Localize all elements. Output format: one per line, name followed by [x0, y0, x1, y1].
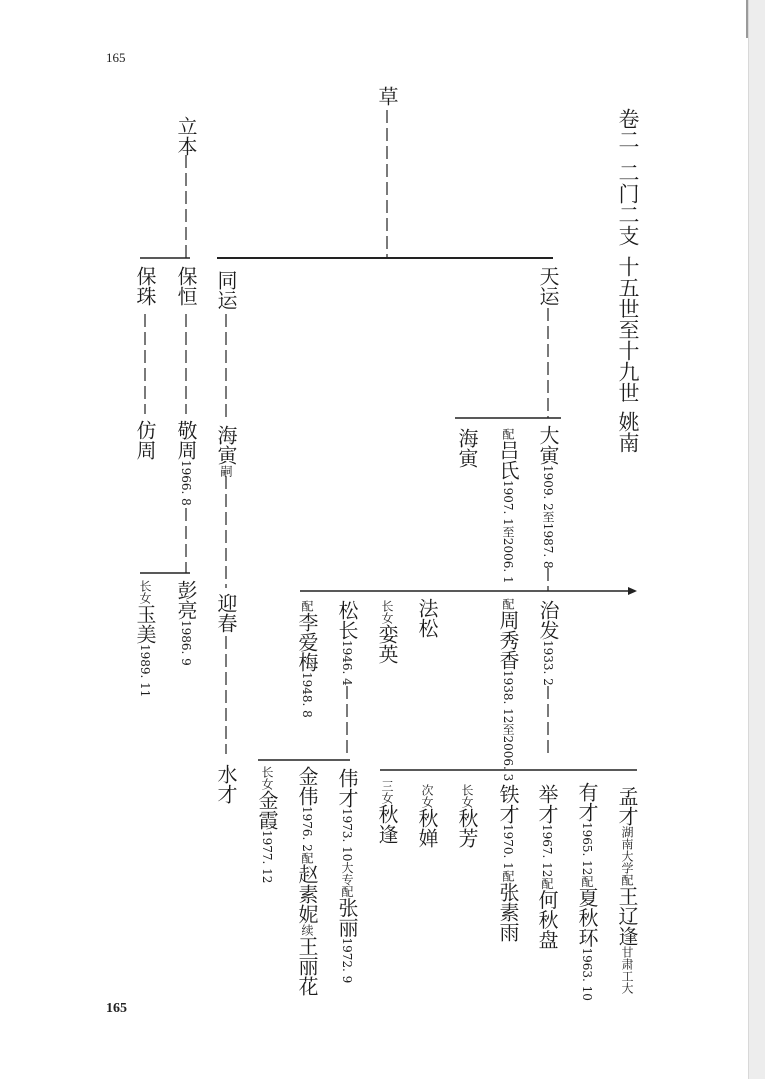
- person-name: 有才: [575, 782, 599, 822]
- second-spouse-name: 王丽花: [295, 935, 319, 996]
- person-pengliang: [174, 580, 198, 666]
- person-youcai: [575, 782, 599, 1001]
- spouse-dates: 1963. 10: [580, 947, 594, 1001]
- spouse-name: 何秋盘: [535, 889, 559, 950]
- relation-label: 配: [501, 428, 515, 440]
- page-number-bottom: 165: [106, 1001, 127, 1016]
- person-dates: 1986. 9: [179, 620, 193, 666]
- person-name: 立本: [174, 116, 198, 156]
- person-dates: 1938. 12至2006. 3: [501, 670, 515, 782]
- person-weicai: [335, 768, 359, 983]
- person-cao: [375, 86, 399, 106]
- person-name: 同运: [214, 270, 238, 310]
- person-tongyun: [214, 270, 238, 310]
- person-name: 孟才: [615, 786, 639, 826]
- person-dates: 1909. 2至1987. 8: [541, 465, 555, 569]
- title-generations: 十五世至十九世: [616, 256, 640, 403]
- spouse-name: 夏秋环: [575, 887, 599, 948]
- relation-label: 长女: [260, 766, 274, 790]
- person-name: 治发: [536, 600, 560, 640]
- person-name: 草: [375, 86, 399, 106]
- person-dates: 1907. 1至2006. 1: [501, 480, 515, 584]
- person-jinwei: [295, 766, 319, 996]
- person-name: 敬周: [174, 420, 198, 460]
- person-yingchun: [214, 593, 238, 633]
- person-name: 周秀香: [496, 610, 520, 670]
- spouse-label: 配: [540, 877, 554, 890]
- spouse-label: 配: [580, 875, 594, 888]
- person-dates: 1933. 2: [541, 640, 555, 686]
- arrowhead-icon: [628, 587, 637, 595]
- person-name: 天运: [536, 266, 560, 306]
- person-name: 海寅: [455, 428, 479, 468]
- person-name: 秋芳: [455, 808, 479, 848]
- title-place: 姚南: [616, 411, 640, 453]
- spouse-label: 配: [501, 869, 515, 882]
- person-dates: 1967. 12: [540, 824, 554, 878]
- page-title: [614, 108, 642, 453]
- person-mengcai: [615, 786, 639, 994]
- person-name: 金霞: [255, 790, 279, 830]
- person-tianyun: [536, 266, 560, 306]
- person-note: 嗣: [219, 465, 233, 477]
- person-name: 水才: [214, 764, 238, 804]
- spouse-label: 配: [620, 874, 634, 886]
- person-dates: 1965. 12: [580, 822, 594, 876]
- person-name: 吕氏: [496, 440, 520, 480]
- person-name: 举才: [535, 784, 559, 824]
- person-liaimei: [295, 600, 319, 718]
- person-name: 秋婵: [415, 808, 439, 848]
- person-name: 秋逢: [375, 804, 399, 844]
- person-tiecai: [496, 784, 520, 942]
- spouse-dates: 1972. 9: [340, 937, 354, 984]
- second-spouse-label: 续: [300, 923, 314, 936]
- person-zhouxiuxiang: [496, 598, 520, 781]
- person-haiyin: [455, 428, 479, 468]
- person-jinxia: [255, 766, 279, 883]
- person-baozhu: [133, 266, 157, 306]
- person-name: 保珠: [133, 266, 157, 306]
- person-note: 大专: [340, 861, 354, 886]
- spouse-note: 甘肃工大: [620, 946, 634, 994]
- person-dates: 1976. 2: [300, 806, 314, 852]
- person-songchang: [335, 600, 359, 686]
- person-dates: 1973. 10: [340, 808, 354, 862]
- person-baoheng: [174, 266, 198, 306]
- person-dates: 1989. 11: [138, 644, 152, 698]
- person-shuicai: [214, 764, 238, 804]
- person-name: 大寅: [536, 425, 560, 465]
- person-luanying: [375, 600, 399, 664]
- person-haiyin-adopted: [214, 425, 238, 477]
- person-name: 松长: [335, 600, 359, 640]
- person-yumei: [133, 580, 157, 697]
- person-name: 保恒: [174, 266, 198, 306]
- spouse-label: 配: [340, 885, 354, 898]
- title-branch: 二门二支: [616, 162, 640, 246]
- page-number-top: 165: [106, 50, 126, 65]
- person-qiufang: [455, 784, 479, 848]
- person-name: 彭亮: [174, 580, 198, 620]
- person-dates: 1970. 1: [501, 824, 515, 870]
- title-volume: 卷二: [616, 108, 640, 150]
- person-name: 玉美: [133, 604, 157, 644]
- person-fasong: [415, 598, 439, 638]
- person-name: 法松: [415, 598, 439, 638]
- relation-label: 配: [300, 600, 314, 612]
- person-name: 仿周: [133, 420, 157, 460]
- person-zhifa: [536, 600, 560, 686]
- person-dates: 1946. 4: [340, 640, 354, 686]
- person-name: 李爱梅: [295, 612, 319, 672]
- person-name: 娈英: [375, 624, 399, 664]
- person-jucai: [535, 784, 559, 949]
- person-dayin: [536, 425, 560, 569]
- relation-label: 次女: [420, 784, 434, 808]
- person-name: 迎春: [214, 593, 238, 633]
- spouse-name: 张丽: [335, 897, 359, 938]
- spouse-name: 赵素妮: [295, 863, 319, 924]
- person-name: 铁才: [496, 784, 520, 824]
- person-lvshi: [496, 428, 520, 584]
- person-dates: 1977. 12: [260, 830, 274, 884]
- relation-label: 三女: [380, 780, 394, 804]
- spouse-name: 王辽逢: [615, 886, 639, 946]
- relation-label: 长女: [460, 784, 474, 808]
- person-note: 湖南大学: [620, 826, 634, 874]
- relation-label: 长女: [380, 600, 394, 624]
- spouse-name: 张素雨: [496, 881, 520, 942]
- person-dates: 1966. 8: [179, 460, 193, 506]
- person-name: 海寅: [214, 425, 238, 465]
- person-qiuchan: [415, 784, 439, 848]
- person-qiufeng: [375, 780, 399, 844]
- person-name: 伟才: [335, 768, 359, 808]
- person-liben: [174, 116, 198, 156]
- person-jingzhou: [174, 420, 198, 506]
- spouse-label: 配: [300, 851, 314, 864]
- relation-label: 配: [501, 598, 515, 610]
- person-fangzhou: [133, 420, 157, 460]
- person-name: 金伟: [295, 766, 319, 806]
- person-dates: 1948. 8: [300, 672, 314, 718]
- relation-label: 长女: [138, 580, 152, 604]
